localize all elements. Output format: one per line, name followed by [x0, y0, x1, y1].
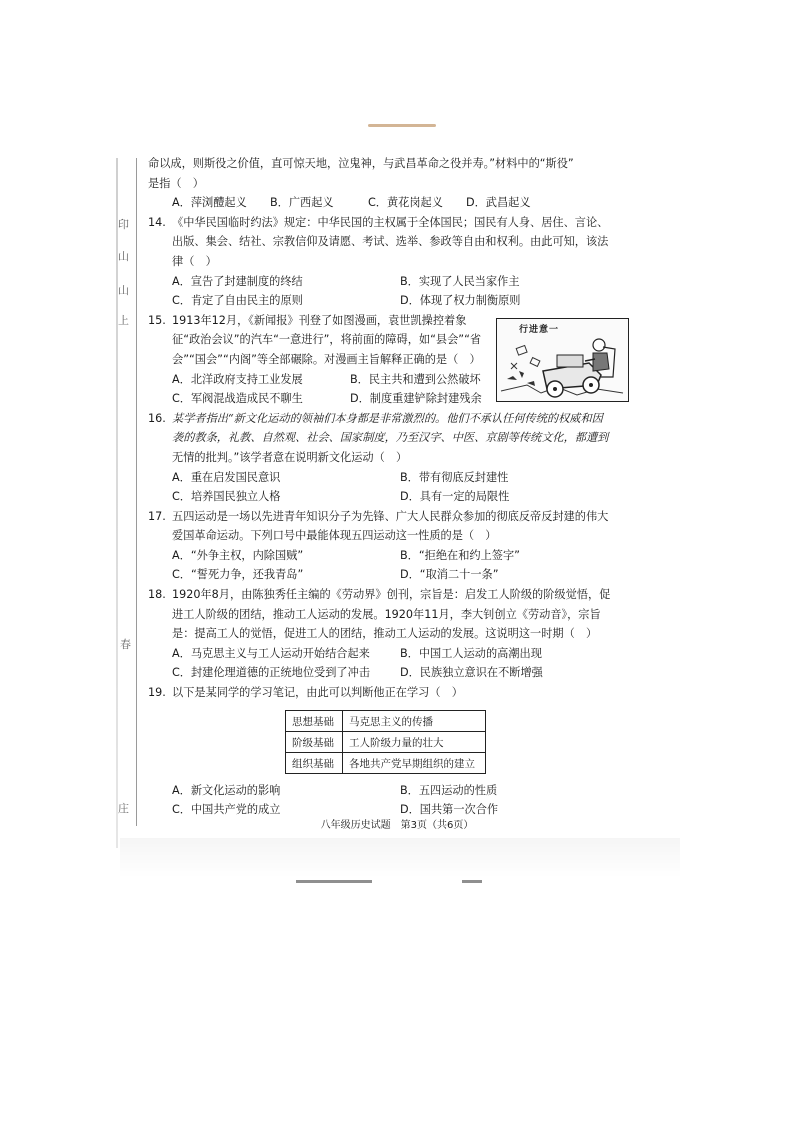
margin-char: 上 [118, 314, 129, 327]
question-19 [148, 683, 628, 703]
question-17 [148, 507, 628, 546]
question-number: 14. [148, 215, 166, 229]
question-text-line: 爱国革命运动。下列口号中最能体现五四运动这一性质的是（ ） [172, 529, 497, 543]
option-d: D．国共第一次合作 [400, 803, 499, 817]
binding-margin-line [136, 158, 137, 826]
question-text-line: 《中华民国临时约法》规定：中华民国的主权属于全体国民；国民有人身、居住、言论、 [172, 215, 609, 229]
margin-char: 春 [120, 638, 131, 651]
options-row [148, 487, 628, 507]
margin-char: 山 [118, 250, 129, 263]
table-row [286, 732, 486, 753]
option-d: D．具有一定的局限性 [400, 490, 510, 504]
cartoon-caption: 行进意一 [519, 325, 560, 335]
option-b: B．带有彻底反封建性 [400, 470, 509, 484]
options-row [148, 291, 628, 311]
options-row [148, 546, 628, 566]
option-d: D．武昌起义 [466, 196, 531, 210]
question-text-line: 以下是某同学的学习笔记，由此可以判断他正在学习（ ） [172, 686, 463, 700]
option-c: C．黄花岗起义 [368, 196, 443, 210]
question-text-line: 命以成，则斯役之价值，直可惊天地，泣鬼神，与武昌革命之役并寿。”材料中的“斯役” [148, 157, 574, 170]
option-a: A．北洋政府支持工业发展 [172, 372, 303, 386]
question-18 [148, 585, 628, 644]
question-text-line: 1913年12月，《新闻报》刊登了如图漫画，袁世凯操控着象 [172, 313, 467, 327]
option-c: C．“誓死力争，还我青岛” [172, 568, 304, 582]
option-c: C．肯定了自由民主的原则 [172, 294, 303, 308]
option-a: A．萍浏醴起义 [172, 196, 247, 210]
question-text-line: 会”“国会”“内阁”等全部碾除。对漫画主旨解释正确的是（ ） [172, 352, 481, 366]
option-b: B．民主共和遭到公然破坏 [350, 372, 481, 386]
question-text-line: 征“政治会议”的汽车“一意进行”，将前面的障碍，如“县会”“省 [172, 333, 482, 347]
option-b: B．五四运动的性质 [400, 783, 498, 797]
option-a: A．宣告了封建制度的终结 [172, 274, 303, 288]
question-text-line: 无情的批判。”该学者意在说明新文化运动（ ） [172, 450, 408, 464]
option-a: A．新文化运动的影响 [172, 783, 281, 797]
cartoon-illustration [496, 318, 629, 402]
option-c: C．封建伦理道德的正统地位受到了冲击 [172, 666, 371, 680]
margin-char: 庄 [118, 802, 129, 815]
note-key: 思想基础 [286, 711, 343, 732]
question-number: 18. [148, 588, 166, 602]
option-c: C．中国共产党的成立 [172, 803, 281, 817]
option-b: B．“拒绝在和约上签字” [400, 548, 520, 562]
options-row [148, 193, 628, 213]
study-note-table [285, 710, 486, 774]
car-cartoon-icon [497, 319, 628, 401]
scan-bottom-mark [296, 880, 372, 883]
scan-bottom-mark [462, 880, 482, 883]
options-row [148, 565, 628, 585]
question-number: 19. [148, 686, 166, 700]
options-row [148, 272, 628, 292]
note-key: 组织基础 [286, 753, 343, 774]
option-b: B．中国工人运动的高潮出现 [400, 646, 542, 660]
option-b: B．实现了人民当家作主 [400, 274, 520, 288]
margin-char: 山 [118, 284, 129, 297]
note-value: 工人阶级力量的壮大 [343, 732, 486, 753]
table-row [286, 753, 486, 774]
question-text-line: 是指（ ） [148, 176, 204, 190]
question-text-line: 是：提高工人的觉悟，促进工人的团结，推动工人运动的发展。这说明这一时期（ ） [172, 627, 598, 641]
scan-shadow [120, 838, 680, 878]
question-text-line: 某学者指出“新文化运动的领袖们本身都是非常激烈的。他们不承认任何传统的权威和因 [172, 411, 603, 425]
options-row [148, 468, 628, 488]
question-number: 17. [148, 509, 166, 523]
option-d: D．“取消二十一条” [400, 568, 499, 582]
option-c: C．培养国民独立人格 [172, 490, 281, 504]
option-a: A．马克思主义与工人运动开始结合起来 [172, 646, 370, 660]
question-text-line: 出版、集会、结社、宗教信仰及请愿、考试、选举、参政等自由和权利。由此可知，该法 [172, 235, 609, 249]
question-number: 15. [148, 313, 166, 327]
options-row [148, 644, 628, 664]
question-text-line: 五四运动是一场以先进青年知识分子为先锋、广大人民群众参加的彻底反帝反封建的伟大 [172, 509, 609, 523]
option-b: B．广西起义 [270, 196, 334, 210]
page-footer: 八年级历史试题 第3页（共6页） [320, 820, 474, 831]
question-text-line: 律（ ） [172, 254, 217, 268]
question-13 [148, 154, 628, 213]
question-text-line: 袭的教条，礼教、自然观、社会、国家制度，乃至汉字、中医、京剧等传统文化，都遭到 [172, 431, 609, 445]
question-text-line: 1920年8月，由陈独秀任主编的《劳动界》创刊，宗旨是：启发工人阶级的阶级觉悟，促 [172, 588, 611, 602]
question-number: 16. [148, 411, 166, 425]
option-d: D．体现了权力制衡原则 [400, 294, 521, 308]
question-text-line: 进工人阶级的团结，推动工人运动的发展。1920年11月，李大钊创立《劳动音》，宗旨 [172, 607, 601, 621]
margin-char: 印 [118, 218, 129, 231]
option-a: A．重在启发国民意识 [172, 470, 281, 484]
option-d: D．民族独立意识在不断增强 [400, 666, 543, 680]
note-key: 阶级基础 [286, 732, 343, 753]
table-row [286, 711, 486, 732]
note-value: 各地共产党早期组织的建立 [343, 753, 486, 774]
question-14 [148, 213, 628, 272]
scan-top-mark [368, 124, 436, 127]
options-row [148, 663, 628, 683]
note-value: 马克思主义的传播 [343, 711, 486, 732]
option-c: C．军阀混战造成民不聊生 [172, 392, 303, 406]
question-16 [148, 409, 628, 468]
options-row [148, 781, 628, 801]
option-d: D．制度重建铲除封建残余 [350, 392, 482, 406]
option-a: A．“外争主权，内除国贼” [172, 548, 304, 562]
